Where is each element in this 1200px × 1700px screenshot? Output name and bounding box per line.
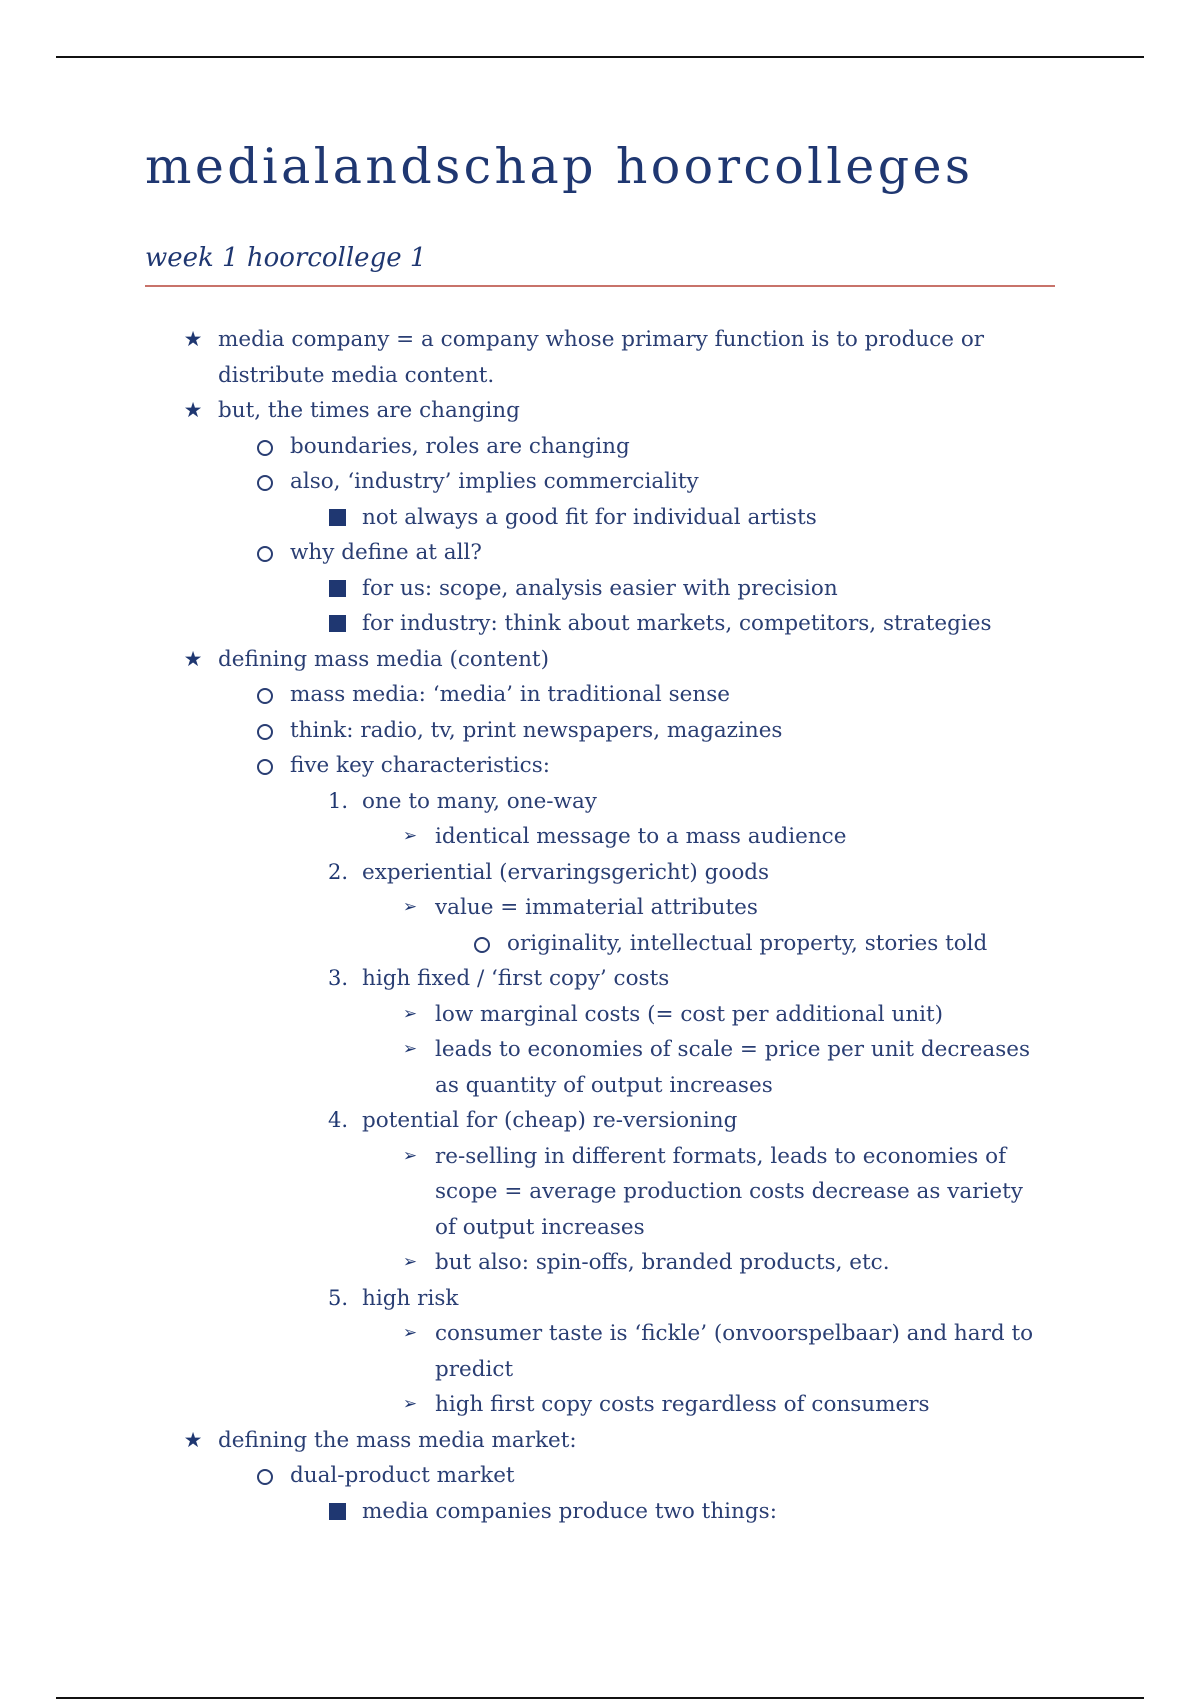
page-top-rule: [56, 56, 1144, 58]
document-title: medialandschap hoorcolleges: [145, 138, 974, 195]
list-item-text: for us: scope, analysis easier with precision: [362, 575, 838, 601]
hollow-circle-bullet-icon: [250, 1458, 280, 1494]
list-item: [0, 1387, 1200, 1423]
list-number: 2.: [327, 859, 348, 884]
hollow-circle-bullet-icon: [250, 429, 280, 465]
numbered-list-item: [0, 1281, 1200, 1317]
list-item: [0, 1245, 1200, 1281]
arrowhead-bullet-icon: ➢: [402, 1003, 418, 1024]
filled-square-bullet-icon: [322, 1494, 352, 1530]
list-item-text: low marginal costs (= cost per additional unit): [435, 1001, 944, 1027]
list-item: [0, 606, 1200, 642]
list-item-text: media company = a company whose primary function is to produce or distribute media content.: [218, 327, 985, 388]
arrowhead-bullet-icon: ➢: [402, 1252, 418, 1272]
arrowhead-bullet-icon: ➢: [402, 826, 418, 846]
hollow-circle-bullet-icon: [250, 535, 280, 571]
page-bottom-rule: [56, 1697, 1144, 1699]
list-number: 4.: [327, 1108, 348, 1132]
list-item-text: also, ‘industry’ implies commerciality: [290, 469, 699, 494]
list-item: [0, 748, 1200, 784]
list-item: [0, 429, 1200, 465]
list-item: [0, 713, 1200, 749]
list-item: [0, 1494, 1200, 1530]
list-item-text: mass media: ‘media’ in traditional sense: [290, 682, 730, 707]
section-heading: week 1 hoorcollege 1: [145, 243, 427, 273]
list-item-text: value = immaterial attributes: [435, 895, 758, 920]
numbered-list-item: [0, 784, 1200, 820]
list-item-text: identical message to a mass audience: [435, 824, 847, 849]
list-item: [0, 571, 1200, 607]
list-item: [0, 890, 1200, 926]
arrowhead-bullet-icon: ➢: [402, 1145, 418, 1166]
list-item-text: dual-product market: [290, 1463, 515, 1488]
arrowhead-bullet-icon: ➢: [402, 1394, 418, 1414]
list-item: [0, 535, 1200, 571]
list-item-text: potential for (cheap) re-versioning: [362, 1108, 738, 1133]
list-item-text: experiential (ervaringsgericht) goods: [362, 859, 770, 885]
list-item: [0, 1032, 1200, 1103]
numbered-list-item: [0, 1103, 1200, 1139]
filled-square-bullet-icon: [322, 500, 352, 536]
list-item: [0, 464, 1200, 500]
notes-outline: [0, 322, 1200, 1529]
list-item-text: boundaries, roles are changing: [290, 433, 630, 459]
list-item: [0, 1458, 1200, 1494]
hollow-circle-bullet-icon: [250, 677, 280, 713]
list-item-text: media companies produce two things:: [362, 1498, 777, 1524]
list-item: [0, 393, 1200, 429]
list-item-text: but, the times are changing: [218, 398, 520, 423]
list-item-text: but also: spin-offs, branded products, etc.: [435, 1250, 890, 1275]
list-item: [0, 322, 1200, 393]
list-item-text: one to many, one-way: [362, 788, 597, 814]
list-item: [0, 1139, 1200, 1246]
numbered-list-item: [0, 961, 1200, 997]
list-item: [0, 997, 1200, 1033]
list-item-text: for industry: think about markets, competitors, strategies: [362, 611, 992, 636]
list-number: 1.: [327, 788, 348, 813]
filled-square-bullet-icon: [322, 571, 352, 607]
list-number: 3.: [327, 966, 348, 990]
list-item-text: originality, intellectual property, stories told: [507, 930, 988, 956]
list-item-text: high risk: [362, 1285, 459, 1311]
list-item-text: defining the mass media market:: [218, 1427, 577, 1453]
list-number: 5.: [327, 1285, 348, 1310]
arrowhead-bullet-icon: ➢: [402, 1323, 418, 1343]
star-bullet-icon: ★: [183, 646, 203, 671]
list-item-text: re-selling in different formats, leads to economies of scope = average production costs decrease as variety of output increases: [435, 1143, 1023, 1240]
hollow-circle-bullet-icon: [250, 464, 280, 500]
arrowhead-bullet-icon: ➢: [402, 897, 418, 917]
list-item-text: not always a good fit for individual artists: [362, 504, 817, 530]
list-item-text: think: radio, tv, print newspapers, magazines: [290, 717, 783, 743]
star-bullet-icon: ★: [183, 327, 203, 351]
hollow-circle-bullet-icon: [250, 713, 280, 749]
list-item: [0, 500, 1200, 536]
list-item: [0, 677, 1200, 713]
list-item: [0, 1423, 1200, 1459]
arrowhead-bullet-icon: ➢: [402, 1039, 418, 1059]
list-item-text: why define at all?: [290, 540, 482, 565]
filled-square-bullet-icon: [322, 606, 352, 642]
star-bullet-icon: ★: [183, 1427, 203, 1452]
list-item-text: high first copy costs regardless of consumers: [435, 1392, 930, 1417]
list-item-text: five key characteristics:: [290, 753, 551, 778]
list-item: [0, 926, 1200, 962]
list-item-text: high fixed / ‘first copy’ costs: [362, 966, 670, 991]
star-bullet-icon: ★: [183, 398, 203, 422]
list-item-text: consumer taste is ‘fickle’ (onvoorspelbaar) and hard to predict: [435, 1321, 1034, 1382]
list-item: [0, 642, 1200, 678]
list-item-text: leads to economies of scale = price per unit decreases as quantity of output increases: [435, 1037, 1031, 1098]
section-heading-underline: [145, 285, 1055, 287]
hollow-circle-bullet-icon: [250, 748, 280, 784]
numbered-list-item: [0, 855, 1200, 891]
hollow-circle-bullet-icon: [467, 926, 497, 962]
list-item-text: defining mass media (content): [218, 646, 549, 672]
list-item: [0, 1316, 1200, 1387]
list-item: [0, 819, 1200, 855]
